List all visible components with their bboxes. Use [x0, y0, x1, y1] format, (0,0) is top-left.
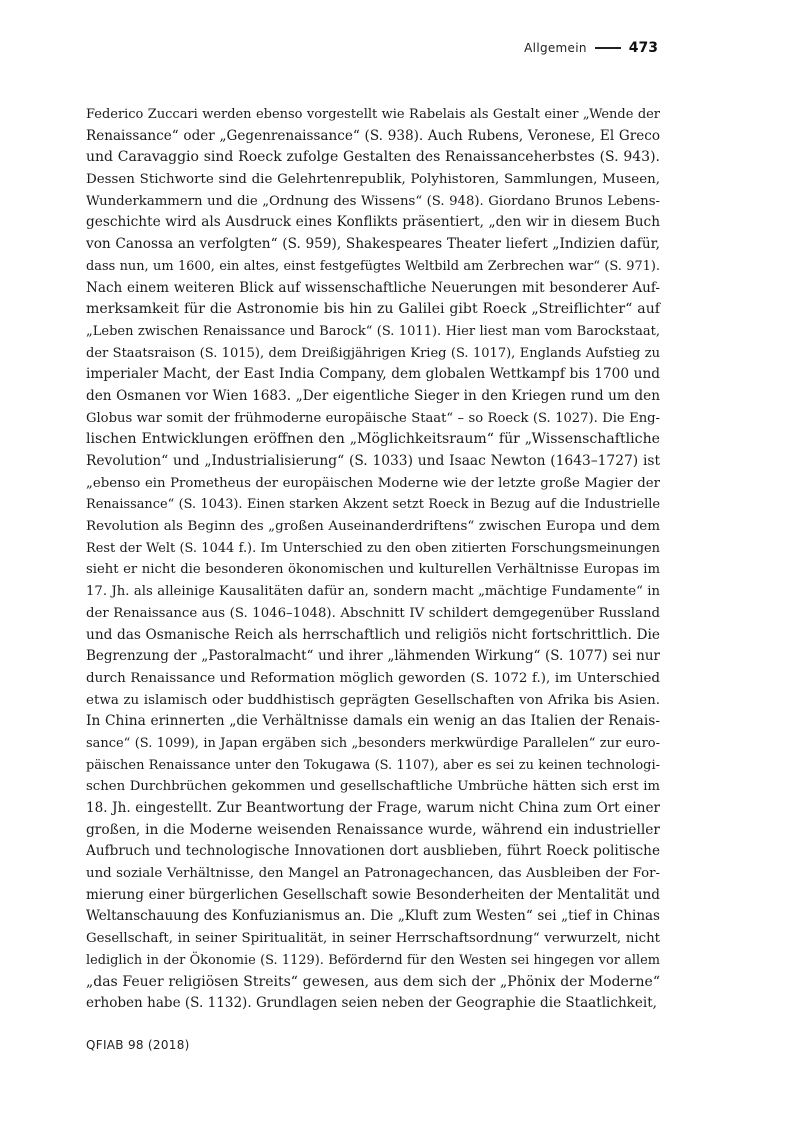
text-line: etwa zu islamisch oder buddhistisch geprägten Gesellschaften von Afrika bis Asien.: [86, 692, 660, 708]
text-line: Revolution“ und „Industrialisierung“ (S. 1033) und Isaac Newton (1643–1727) ist: [86, 453, 660, 469]
text-line: der Renaissance aus (S. 1046–1048). Abschnitt IV schildert demgegenüber Russland: [86, 605, 660, 621]
text-line: von Canossa an verfolgten“ (S. 959), Shakespeares Theater liefert „Indizien dafür,: [86, 236, 660, 253]
text-line: Renaissance“ oder „Gegenrenaissance“ (S. 938). Auch Rubens, Veronese, El Greco: [86, 127, 660, 144]
text-line: Weltanschauung des Konfuzianismus an. Die „Kluft zum Westen“ sei „tief in Chinas: [86, 908, 660, 925]
text-line: „ebenso ein Prometheus der europäischen Moderne wie der letzte große Magier der: [86, 475, 660, 491]
page-number: 473: [628, 40, 658, 56]
text-line: Revolution als Beginn des „großen Auseinanderdriftens“ zwischen Europa und dem: [86, 519, 660, 535]
text-line: lischen Entwicklungen eröffnen den „Möglichkeitsraum“ für „Wissenschaftliche: [86, 431, 660, 448]
text-line: In China erinnerten „die Verhältnisse damals ein wenig an das Italien der Renais-: [86, 713, 660, 730]
text-line: und Caravaggio sind Roeck zufolge Gestalten des Renaissanceherbstes (S. 943).: [86, 149, 660, 166]
running-head-rule: [595, 47, 621, 49]
text-line: merksamkeit für die Astronomie bis hin zu Galilei gibt Roeck „Streiflichter“ auf: [86, 301, 660, 318]
text-line: dass nun, um 1600, ein altes, einst festgefügtes Weltbild am Zerbrechen war“ (S. 971).: [86, 258, 660, 274]
text-line: Dessen Stichworte sind die Gelehrtenrepublik, Polyhistoren, Sammlungen, Museen,: [86, 172, 660, 188]
text-line: den Osmanen vor Wien 1683. „Der eigentliche Sieger in den Kriegen rund um den: [86, 387, 660, 404]
text-line: 18. Jh. eingestellt. Zur Beantwortung der Frage, warum nicht China zum Ort einer: [86, 800, 660, 816]
text-line: durch Renaissance und Reformation möglich geworden (S. 1072 f.), im Unterschied: [86, 670, 660, 686]
text-line: Aufbruch und technologische Innovationen dort ausblieben, führt Roeck politische: [86, 843, 660, 860]
text-line: der Staatsraison (S. 1015), dem Dreißigjährigen Krieg (S. 1017), Englands Aufstieg zu: [86, 345, 660, 361]
text-line: mierung einer bürgerlichen Gesellschaft sowie Besonderheiten der Mentalität und: [86, 886, 660, 903]
text-line: großen, in die Moderne weisenden Renaissance wurde, während ein industrieller: [86, 821, 660, 838]
body-text: [86, 104, 660, 1015]
text-line: 17. Jh. als alleinige Kausalitäten dafür an, sondern macht „mächtige Fundamente“ in: [86, 584, 660, 600]
text-line: Begrenzung der „Pastoralmacht“ und ihrer „lähmenden Wirkung“ (S. 1077) sei nur: [86, 648, 660, 665]
text-line: imperialer Macht, der East India Company, dem globalen Wettkampf bis 1700 und: [86, 366, 660, 383]
text-line: päischen Renaissance unter den Tokugawa (S. 1107), aber es sei zu keinen technologi-: [86, 757, 660, 773]
text-line: Wunderkammern und die „Ordnung des Wissens“ (S. 948). Giordano Brunos Lebens-: [86, 193, 660, 209]
footer-journal: QFIAB 98 (2018): [86, 1038, 190, 1052]
text-line: Nach einem weiteren Blick auf wissenschaftliche Neuerungen mit besonderer Auf-: [86, 279, 660, 296]
text-line: „Leben zwischen Renaissance und Barock“ (S. 1011). Hier liest man vom Barockstaat,: [86, 323, 660, 339]
text-line: lediglich in der Ökonomie (S. 1129). Befördernd für den Westen sei hingegen vor allem: [86, 952, 660, 968]
text-line: Federico Zuccari werden ebenso vorgestellt wie Rabelais als Gestalt einer „Wende der: [86, 107, 660, 122]
text-line: erhoben habe (S. 1132). Grundlagen seien neben der Geographie die Staatlichkeit,: [86, 995, 657, 1012]
text-line: sance“ (S. 1099), in Japan ergäben sich „besonders merkwürdige Parallelen“ zur euro-: [86, 735, 660, 751]
text-line: schen Durchbrüchen gekommen und gesellschaftliche Umbrüche hätten sich erst im: [86, 779, 660, 795]
running-head: [524, 40, 658, 56]
text-line: Rest der Welt (S. 1044 f.). Im Unterschied zu den oben zitierten Forschungsmeinungen: [86, 540, 660, 556]
text-line: Gesellschaft, in seiner Spiritualität, in seiner Herrschaftsordnung“ verwurzelt, nicht: [86, 931, 660, 947]
running-head-section: Allgemein: [524, 41, 587, 55]
text-line: Globus war somit der frühmoderne europäische Staat“ – so Roeck (S. 1027). Die Eng-: [86, 410, 660, 426]
text-line: geschichte wird als Ausdruck eines Konflikts präsentiert, „den wir in diesem Buch: [86, 214, 660, 231]
text-line: „das Feuer religiösen Streits“ gewesen, aus dem sich der „Phönix der Moderne“: [86, 973, 660, 990]
text-line: und soziale Verhältnisse, den Mangel an Patronagechancen, das Ausbleiben der For-: [86, 866, 660, 882]
text-line: Renaissance“ (S. 1043). Einen starken Akzent setzt Roeck in Bezug auf die Industrielle: [86, 497, 660, 513]
text-line: sieht er nicht die besonderen ökonomischen und kulturellen Verhältnisse Europas im: [86, 562, 660, 578]
text-line: und das Osmanische Reich als herrschaftlich und religiös nicht fortschrittlich. Die: [86, 626, 660, 643]
